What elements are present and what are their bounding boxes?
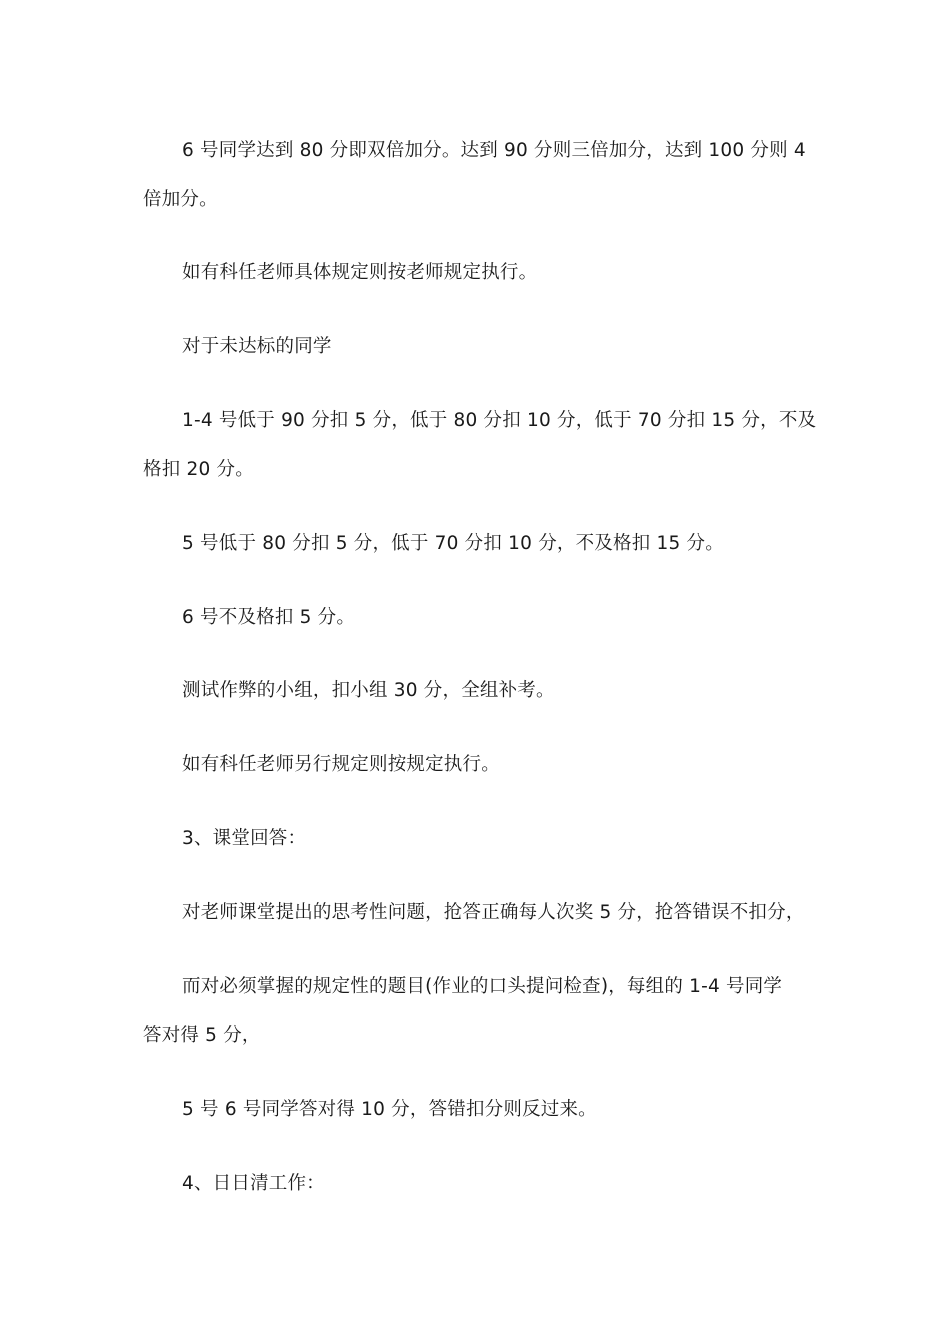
paragraph-penalty-6 [143,593,813,642]
paragraph-required-question [143,962,813,1060]
section-heading-daily-clear [143,1159,813,1208]
paragraph-penalty-1-4 [143,396,817,494]
text-line: 1-4 号低于 90 分扣 5 分，低于 80 分扣 10 分，低于 70 分扣 15 分，不及 [182,410,817,431]
text-line: 答对得 5 分， [143,1025,261,1046]
text-line: 测试作弊的小组，扣小组 30 分，全组补考。 [182,680,555,701]
text-line: 6 号同学达到 80 分即双倍加分。达到 90 分则三倍加分，达到 100 分则 4 [182,140,806,161]
text-line: 对老师课堂提出的思考性问题，抢答正确每人次奖 5 分，抢答错误不扣分， [182,902,805,923]
text-line: 倍加分。 [143,189,218,210]
section-heading-class-answer [143,814,813,863]
text-line: 5 号低于 80 分扣 5 分，低于 70 分扣 10 分，不及格扣 15 分。 [182,533,724,554]
text-line: 3、课堂回答： [182,828,307,849]
paragraph-cheating-rule [143,666,813,715]
text-line: 如有科任老师另行规定则按规定执行。 [182,754,500,775]
text-line: 如有科任老师具体规定则按老师规定执行。 [182,262,538,283]
paragraph-answer-5-6 [143,1085,813,1134]
text-line: 6 号不及格扣 5 分。 [182,607,356,628]
text-line: 而对必须掌握的规定性的题目(作业的口头提问检查)，每组的 1-4 号同学 [182,976,783,997]
paragraph-bonus-rule-6 [143,126,813,224]
paragraph-penalty-5 [143,519,813,568]
paragraph-thinking-question [143,888,813,937]
paragraph-teacher-rule [143,248,813,297]
text-line: 4、日日清工作： [182,1173,325,1194]
paragraph-heading-unqualified [143,322,813,371]
text-line: 格扣 20 分。 [143,459,254,480]
text-line: 对于未达标的同学 [182,336,332,357]
text-line: 5 号 6 号同学答对得 10 分，答错扣分则反过来。 [182,1099,597,1120]
paragraph-teacher-other-rule [143,740,813,789]
